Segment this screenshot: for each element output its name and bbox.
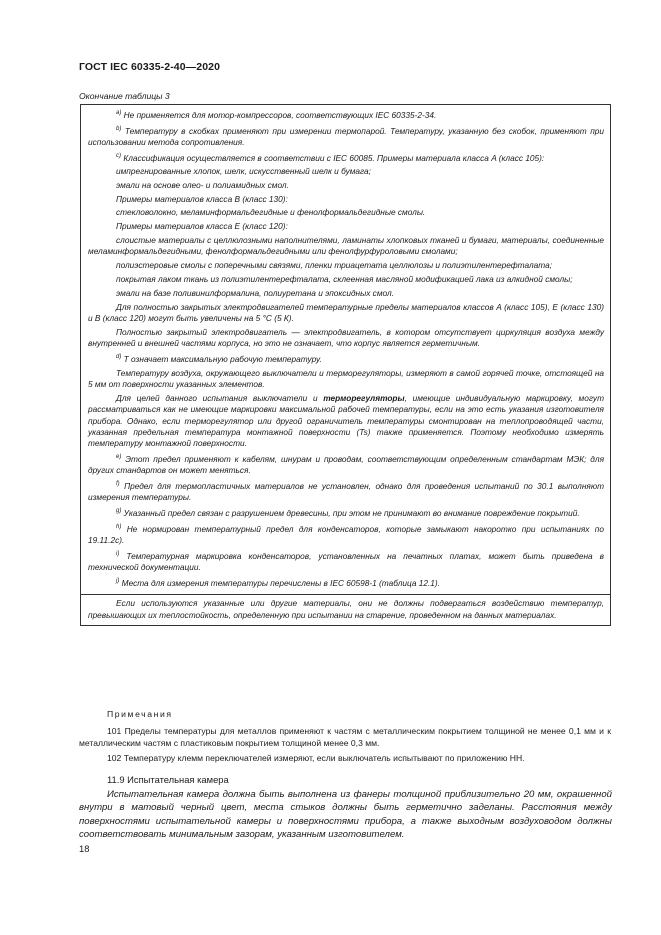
table-bottom-note: Если используются указанные или другие материалы, они не должны подвергаться воздействию температур, превышающих их теплостойкость, определенную при испытании на старение, проведенном на данных материалах. [88,598,604,620]
section-title: 11.9 Испытательная камера [107,774,229,785]
section-text: Испытательная камера должна быть выполнена из фанеры толщиной приблизительно 20 мм, окрашенной внутри в матовый черный цвет, места стыков должны быть герметично заделаны. Расстояния между поверхностями испытательной камеры и поверхностями прибора, а также выходным воздуховодом должны соответствовать минимальным зазорам, указанным изготовителем. [79,788,612,841]
footnote-a: $^{a)}$ Не применяется для мотор-компрессоров, соответствующих IEC 60335-2-34. [116,109,437,120]
note-101: 101 Пределы температуры для металлов применяют к частям с металлическим покрытием толщиной не менее 0,1 мм и к металлическим частям с пластиковым покрытием толщиной менее 0,3 мм. [79,726,611,748]
footnote-c-item: эмали на базе поливинилформалина, полиуретана и эпоксидных смол. [116,287,394,298]
footnote-d-paragraph: Для целей данного испытания выключатели и терморегуляторы, имеющие индивидуальную маркировку, могут рассматриваться как не имеющие маркировки максимальной рабочей температуры, если на это есть указания изготовителя прибора. Однако, если терморегулятор или другой ограничитель температуры смонтирован на теплопроводящей части, указанная предельная температура монтажной поверхности (Ts) также применяется. Поэтому необходимо измерять температуру монтажной поверхности. [88,392,604,449]
footnote-c-item: стекловолокно, меламинформальдегидные и фенолформальдегидные смолы. [116,207,426,218]
footnote-e: $^{e)}$ Этот предел применяют к кабелям, шнурам и проводам, соответствующим определенным стандартам МЭК; для других стандартов он может меняться. [88,454,605,476]
note-102: 102 Температуру клемм переключателей измеряют, если выключатель испытывают по приложению НН. [107,753,525,764]
footnote-c-heading: Примеры материалов класса E (класс 120): [116,221,288,232]
notes-title: Примечания [107,709,173,719]
footnote-c-paragraph: Полностью закрытый электродвигатель — электродвигатель, в котором отсутствует циркуляция воздуха между внутренней и внешней частями корпуса, но это не означает, что корпус является герметичным. [88,326,604,349]
document-header: ГОСТ IEC 60335-2-40—2020 [79,61,221,73]
footnote-c: $^{c)}$ Классификация осуществляется в соответствии с IEC 60085. Примеры материала класса A (класс 105): [116,152,545,163]
footnotes-cell [81,105,610,595]
footnote-f: $^{f)}$ Предел для термопластичных материалов не установлен, однако для проведения испытаний по 30.1 выполняют измерения температуры. [88,481,604,503]
table-caption: Окончание таблицы 3 [79,91,170,101]
notes-block [79,709,611,769]
footnote-b: $^{b)}$ Температуру в скобках применяют при измерении термопарой. Температуру, указанную без скобок, применяют при использовании метода сопротивления. [88,125,604,147]
footnote-i: $^{i)}$ Температурная маркировка конденсаторов, установленных на печатных платах, может быть приведена в технической документации. [88,550,604,572]
footnote-d-paragraph: Температуру воздуха, окружающего выключатели и терморегуляторы, измеряют в самой горячей точке, отстоящей на 5 мм от поверхности указанных элементов. [88,367,604,390]
section-11-9 [79,773,612,842]
footnote-c-item: слоистые материалы с целлюлозными наполнителями, ламинаты хлопковых тканей и бумаги, материалы, соединенные меламинформальдегидными, фенолформальдегидными или фенолфурфуроловыми смолами; [88,235,604,257]
page-number: 18 [79,843,90,854]
footnote-d: $^{d)}$ T означает максимальную рабочую температуру. [116,353,322,364]
footnote-h: $^{h)}$ Не нормирован температурный предел для конденсаторов, которые замыкают накоротко при испытаниях по 19.11.2с). [88,523,604,545]
footnote-c-item: полиэстеровые смолы с поперечными связями, пленки триацетата целлюлозы и полиэтилентерефталата; [116,260,553,271]
footnote-c-item: покрытая лаком ткань из полиэтилентерефталата, склеенная масляной модификацией лака из алкидной смолы; [116,274,573,285]
footnote-g: $^{g)}$ Указанный предел связан с разрушением древесины, при этом не принимают во внимание повреждение покрытий. [116,507,580,518]
footnotes-table [80,104,611,626]
footnote-c-item: эмали на основе олео- и полиамидных смол. [116,179,289,190]
footnote-c-paragraph: Для полностью закрытых электродвигателей температурные пределы материалов классов A (класс 105), E (класс 130) и B (класс 120) могут быть увеличены на 5 °С (5 К). [88,301,604,324]
footnote-c-heading: Примеры материалов класса B (класс 130): [116,193,288,204]
term-bold: терморегуляторы [323,392,405,403]
footnote-j: $^{j)}$ Места для измерения температуры перечислены в IEC 60598-1 (таблица 12.1). [116,577,440,588]
footnote-c-item: импрегнированные хлопок, шелк, искусственный шелк и бумага; [116,166,371,177]
